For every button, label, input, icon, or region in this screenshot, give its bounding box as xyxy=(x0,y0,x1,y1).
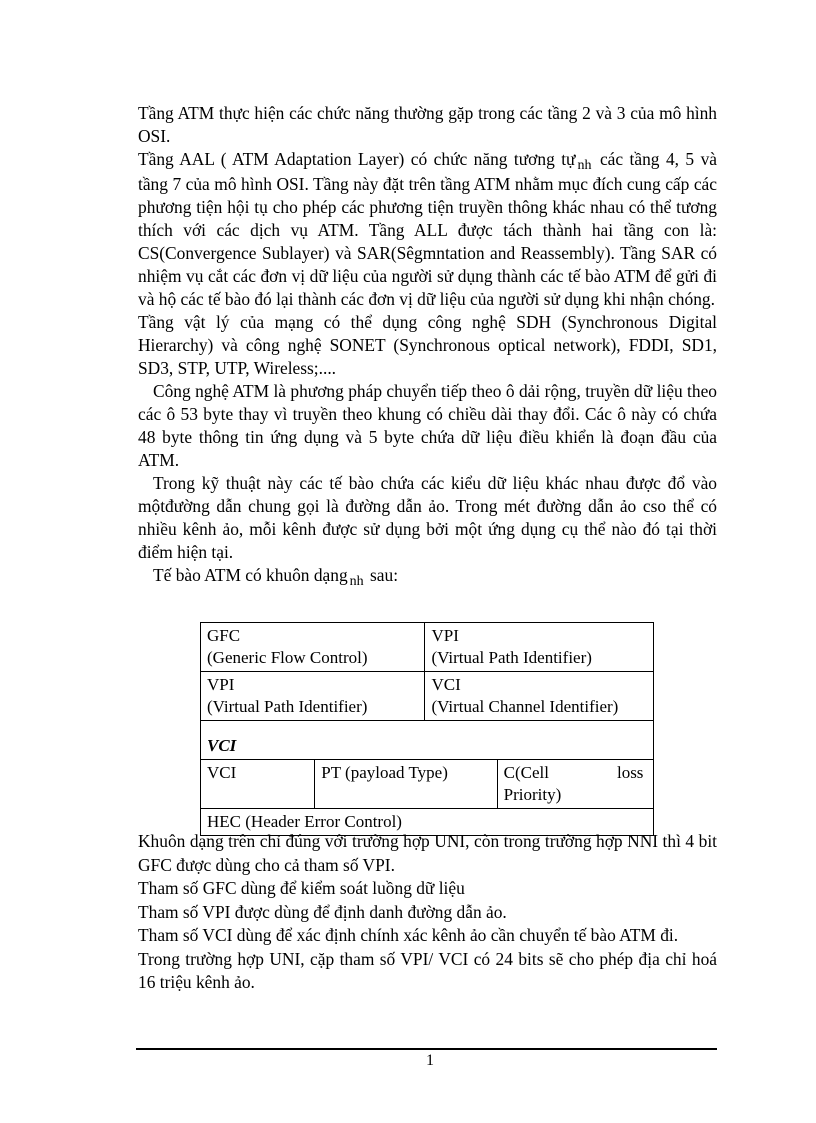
paragraph-gfc: Tham số GFC dùng để kiểm soát luồng dữ liệu xyxy=(138,878,465,898)
table-row xyxy=(201,672,654,721)
cell-hec: HEC (Header Error Control) xyxy=(201,809,654,836)
page-number: 1 xyxy=(426,1052,434,1069)
paragraph-aal-layer xyxy=(138,148,717,311)
cell-format-end: sau: xyxy=(370,565,399,585)
paragraph-vci: Tham số VCI dùng để xác định chính xác kênh ảo cần chuyển tế bào ATM đi. xyxy=(138,925,679,945)
cell-vci: VCI xyxy=(201,760,315,809)
cell-gfc: GFC (Generic Flow Control) xyxy=(201,623,425,672)
paragraph-vpi: Tham số VPI được dùng để định danh đường dẫn ảo. xyxy=(138,901,507,922)
aal-text-start: Tầng AAL ( ATM Adaptation Layer) có chức năng tương tự xyxy=(138,149,576,169)
paragraph-uni-nni: Khuôn dạng trên chỉ đúng với trường hợp UNI, còn trong trường hợp NNI thì 4 bit GFC được dùng cho cả tham số VPI. xyxy=(138,831,717,875)
cell-format-text: Tế bào ATM có khuôn dạng xyxy=(153,565,348,585)
aal-text-rest: các tầng 4, 5 và tầng 7 của mô hình OSI. Tầng này đặt trên tầng ATM nhằm mục đích cung cấp các phương tiện hội tụ cho phép các phương tiện truyền thông khác nhau có thể tương thích với các dịch vụ ATM. Tầng ALL được tách thành hai tầng con là: CS(Convergence Sublayer) và SAR(Sêgmntation and Reassembly). Tầng SAR có nhiệm vụ cắt các đơn vị dữ liệu của người sử dụng thành các tế bào ATM để gửi đi và hộ các tế bào đó lại thành các đơn vị dữ liệu của người sử dụng khi nhận chóng. xyxy=(138,149,717,309)
paragraph-cell-format xyxy=(138,564,717,589)
body-text-bottom xyxy=(138,830,717,995)
atm-cell-format-table xyxy=(200,622,654,836)
paragraph-physical-layer: Tầng vật lý của mạng có thể dụng công nghệ SDH (Synchronous Digital Hierarchy) và công nghệ SONET (Synchronous optical network), FDDI, SD1, SD3, STP, UTP, Wireless;.... xyxy=(138,312,717,378)
cell-vci-heading: VCI xyxy=(201,721,654,760)
paragraph-cells: Trong kỹ thuật này các tế bào chứa các kiểu dữ liệu khác nhau được đổ vào mộtđường dẫn chung gọi là đường dẫn ảo. Trong mét đường dẫn ảo cso thể có nhiều kênh ảo, mỗi kênh được sử dụng bởi một ứng dụng cụ thể nào đó tại thời điểm hiện tại. xyxy=(138,473,717,562)
table-row xyxy=(201,623,654,672)
cell-vci-top: VCI (Virtual Channel Identifier) xyxy=(425,672,654,721)
table-row xyxy=(201,760,654,809)
cell-format-subscript: nh xyxy=(349,574,364,589)
cell-vpi: VPI (Virtual Path Identifier) xyxy=(201,672,425,721)
cell-payload-type: PT (payload Type) xyxy=(315,760,497,809)
footer-rule xyxy=(136,1048,717,1050)
paragraph-atm-layer: Tầng ATM thực hiện các chức năng thường gặp trong các tầng 2 và 3 của mô hình OSI. xyxy=(138,103,717,146)
body-text-top xyxy=(138,102,717,589)
paragraph-uni-vpi-vci: Trong trường hợp UNI, cặp tham số VPI/ VCI có 24 bits sẽ cho phép địa chỉ hoá 16 triệu kênh ảo. xyxy=(138,948,717,992)
aal-subscript: nh xyxy=(577,158,592,173)
cell-vpi-top: VPI (Virtual Path Identifier) xyxy=(425,623,654,672)
paragraph-atm-tech: Công nghệ ATM là phương pháp chuyển tiếp theo ô dải rộng, truyền dữ liệu theo các ô 53 byte thay vì truyền theo khung có chiều dài thay đổi. Các ô này có chứa 48 byte thông tin ứng dụng và 5 byte chứa dữ liệu điều khiển là đoạn đầu của ATM. xyxy=(138,381,717,470)
cell-loss-priority: C(Cell loss Priority) xyxy=(497,760,653,809)
table-row xyxy=(201,721,654,760)
